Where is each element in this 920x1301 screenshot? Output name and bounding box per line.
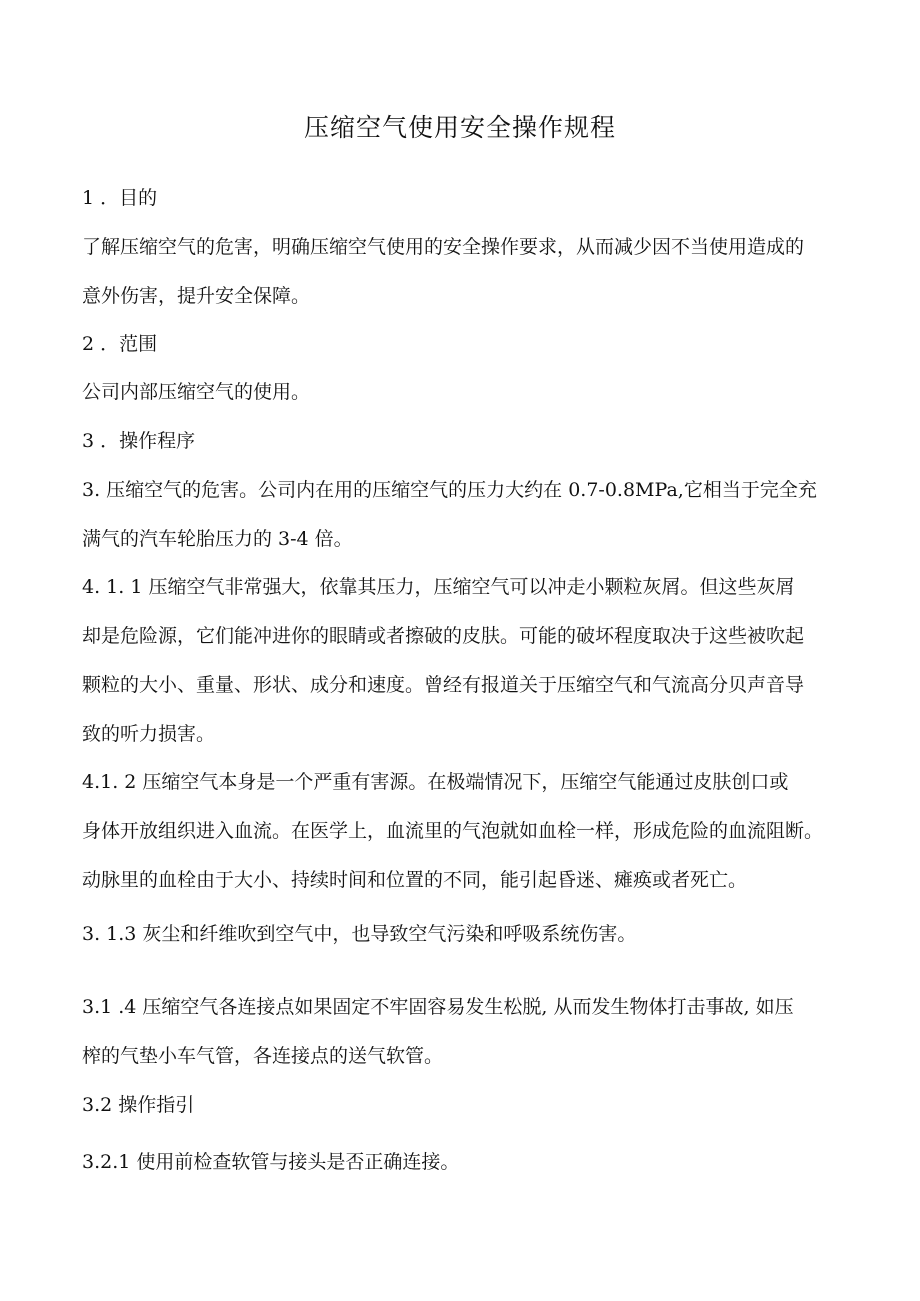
text-line: 3 ．操作程序 (82, 430, 196, 452)
text-line: 颗粒的大小、重量、形状、成分和速度。曾经有报道关于压缩空气和气流高分贝声音导 (82, 674, 805, 696)
text-line: 3. 压缩空气的危害。公司内在用的压缩空气的压力大约在 0.7-0.8MPa,它相当于完全充 (82, 479, 817, 501)
text-line: 1 ．目的 (82, 187, 158, 209)
text-line: 了解压缩空气的危害，明确压缩空气使用的安全操作要求，从而减少因不当使用造成的 (82, 236, 805, 258)
paragraph-hazard-1-4 (82, 983, 842, 1081)
paragraph-hazard-1-2 (82, 758, 842, 905)
section-heading-purpose (82, 174, 842, 223)
paragraph-hazard-1-3 (82, 910, 842, 959)
text-line: 4.1. 2 压缩空气本身是一个严重有害源。在极端情况下，压缩空气能通过皮肤创口或 (82, 771, 789, 793)
document-title: 压缩空气使用安全操作规程 (303, 113, 616, 142)
paragraph-hazard-1-1 (82, 563, 842, 759)
text-line: 4. 1. 1 压缩空气非常强大，依靠其压力，压缩空气可以冲走小颗粒灰屑。但这些灰屑 (82, 576, 795, 598)
text-line: 2 ．范围 (82, 333, 158, 355)
text-line: 公司内部压缩空气的使用。 (82, 381, 311, 403)
paragraph-guidance-2-1 (82, 1138, 842, 1187)
section-heading-scope (82, 320, 842, 369)
text-line: 意外伤害，提升安全保障。 (82, 285, 311, 307)
text-line: 动脉里的血栓由于大小、持续时间和位置的不同，能引起昏迷、瘫痪或者死亡。 (82, 869, 748, 891)
text-line: 3. 1.3 灰尘和纤维吹到空气中，也导致空气污染和呼吸系统伤害。 (82, 923, 637, 945)
paragraph-purpose (82, 223, 842, 321)
text-line: 致的听力损害。 (82, 723, 216, 745)
text-line: 3.2.1 使用前检查软管与接头是否正确连接。 (82, 1151, 460, 1173)
text-line: 身体开放组织进入血流。在医学上，血流里的气泡就如血栓一样，形成危险的血流阻断。 (82, 820, 824, 842)
text-line: 3.2 操作指引 (82, 1094, 195, 1116)
section-heading-procedure (82, 417, 842, 466)
section-heading-guidance (82, 1081, 842, 1130)
paragraph-hazard (82, 466, 842, 564)
paragraph-scope (82, 368, 842, 417)
text-line: 却是危险源，它们能冲进你的眼睛或者擦破的皮肤。可能的破坏程度取决于这些被吹起 (82, 625, 805, 647)
text-line: 3.1 .4 压缩空气各连接点如果固定不牢固容易发生松脱, 从而发生物体打击事故, 如压 (82, 996, 794, 1018)
text-line: 满气的汽车轮胎压力的 3-4 倍。 (82, 528, 353, 550)
text-line: 榨的气垫小车气管，各连接点的送气软管。 (82, 1045, 444, 1067)
